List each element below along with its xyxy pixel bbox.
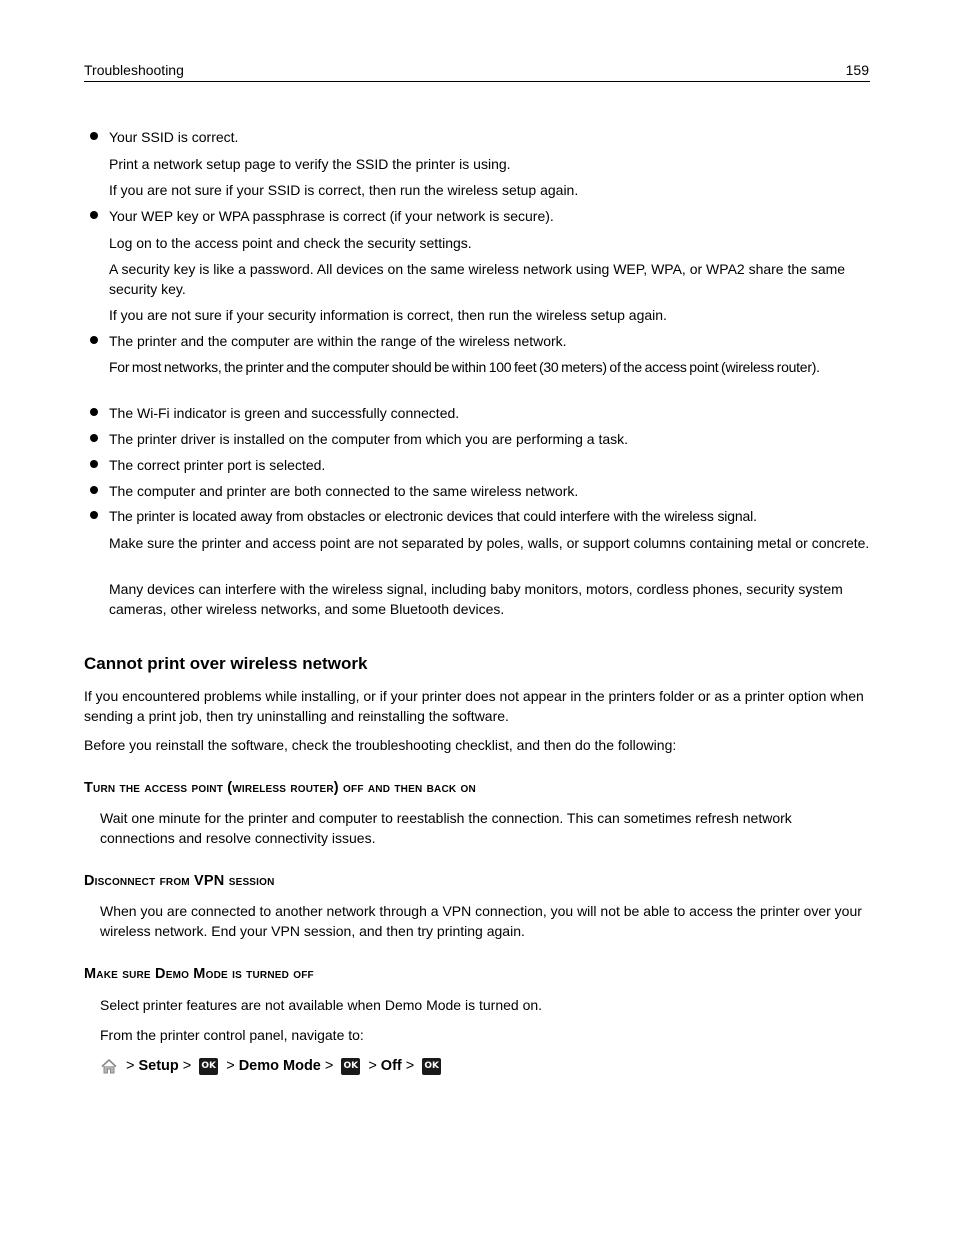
- checklist-paragraph: Many devices can interfere with the wireless signal, including baby monitors, motors, cordless phones, security system cameras, other wireless networks, and some Bluetooth devices.: [109, 581, 843, 617]
- running-header-section: Troubleshooting: [84, 62, 184, 78]
- bullet-dot: [90, 408, 98, 416]
- ok-button-icon: OK: [199, 1058, 218, 1075]
- checklist-paragraph: For most networks, the printer and the computer should be within 100 feet (30 meters) of the access point (wireless router).: [109, 359, 820, 375]
- bullet-dot: [90, 434, 98, 442]
- bullet-dot: [90, 336, 98, 344]
- nav-item-off: Off: [380, 1058, 402, 1074]
- path-separator: >: [126, 1058, 135, 1074]
- bullet-dot: [90, 460, 98, 468]
- section-intro: If you encountered problems while installing, or if your printer does not appear in the printers folder or as a printer option when sending a print job, then try uninstalling and reinstalling the software.: [84, 688, 864, 724]
- ok-button-icon: OK: [422, 1058, 441, 1075]
- checklist-paragraph: Make sure the printer and access point are not separated by poles, walls, or support columns containing metal or concrete.: [109, 535, 870, 551]
- step-heading: Turn the access point (wireless router) off and then back on: [84, 780, 476, 796]
- checklist-item: The correct printer port is selected.: [109, 457, 326, 473]
- step-heading: Disconnect from VPN session: [84, 873, 275, 889]
- checklist-item: The printer and the computer are within the range of the wireless network.: [109, 333, 567, 349]
- bullet-dot: [90, 132, 98, 140]
- bullet-dot: [90, 211, 98, 219]
- checklist-paragraph: A security key is like a password. All devices on the same wireless network using WEP, WPA, or WPA2 share the same security key.: [109, 261, 846, 297]
- section-heading: Cannot print over wireless network: [84, 654, 368, 673]
- navigation-path: [100, 1055, 445, 1077]
- path-separator: >: [226, 1058, 235, 1074]
- checklist-item: The printer driver is installed on the computer from which you are performing a task.: [109, 431, 629, 447]
- page-number: 159: [845, 62, 869, 78]
- path-separator: >: [324, 1058, 334, 1074]
- path-separator: >: [368, 1058, 377, 1074]
- header-rule: [84, 81, 870, 82]
- step-text: From the printer control panel, navigate to:: [100, 1027, 364, 1043]
- step-heading: Make sure Demo Mode is turned off: [84, 966, 314, 982]
- checklist-item: The computer and printer are both connected to the same wireless network.: [109, 483, 579, 499]
- step-text: Wait one minute for the printer and computer to reestablish the connection. This can sometimes refresh network connections and resolve connectivity issues.: [100, 810, 792, 846]
- checklist-item: Your WEP key or WPA passphrase is correct (if your network is secure).: [109, 208, 554, 224]
- checklist-item: The Wi-Fi indicator is green and successfully connected.: [109, 405, 460, 421]
- checklist-paragraph: Log on to the access point and check the security settings.: [109, 235, 472, 251]
- section-before: Before you reinstall the software, check the troubleshooting checklist, and then do the following:: [84, 737, 677, 753]
- path-separator: >: [405, 1058, 415, 1074]
- step-text: When you are connected to another network through a VPN connection, you will not be able to access the printer over your wireless network. End your VPN session, and then try printing again.: [100, 903, 862, 939]
- checklist-paragraph: If you are not sure if your security information is correct, then run the wireless setup again.: [109, 307, 667, 323]
- bullet-dot: [90, 486, 98, 494]
- nav-item-setup: Setup: [138, 1058, 179, 1074]
- checklist-item: Your SSID is correct.: [109, 129, 239, 145]
- checklist-item: The printer is located away from obstacles or electronic devices that could interfere with the wireless signal.: [109, 508, 757, 524]
- checklist-paragraph: If you are not sure if your SSID is correct, then run the wireless setup again.: [109, 182, 579, 198]
- ok-button-icon: OK: [341, 1058, 360, 1075]
- bullet-dot: [90, 511, 98, 519]
- home-icon: [100, 1057, 118, 1075]
- path-separator: >: [182, 1058, 192, 1074]
- step-text: Select printer features are not available when Demo Mode is turned on.: [100, 997, 543, 1013]
- checklist-paragraph: Print a network setup page to verify the SSID the printer is using.: [109, 156, 511, 172]
- nav-item-demo-mode: Demo Mode: [238, 1058, 321, 1074]
